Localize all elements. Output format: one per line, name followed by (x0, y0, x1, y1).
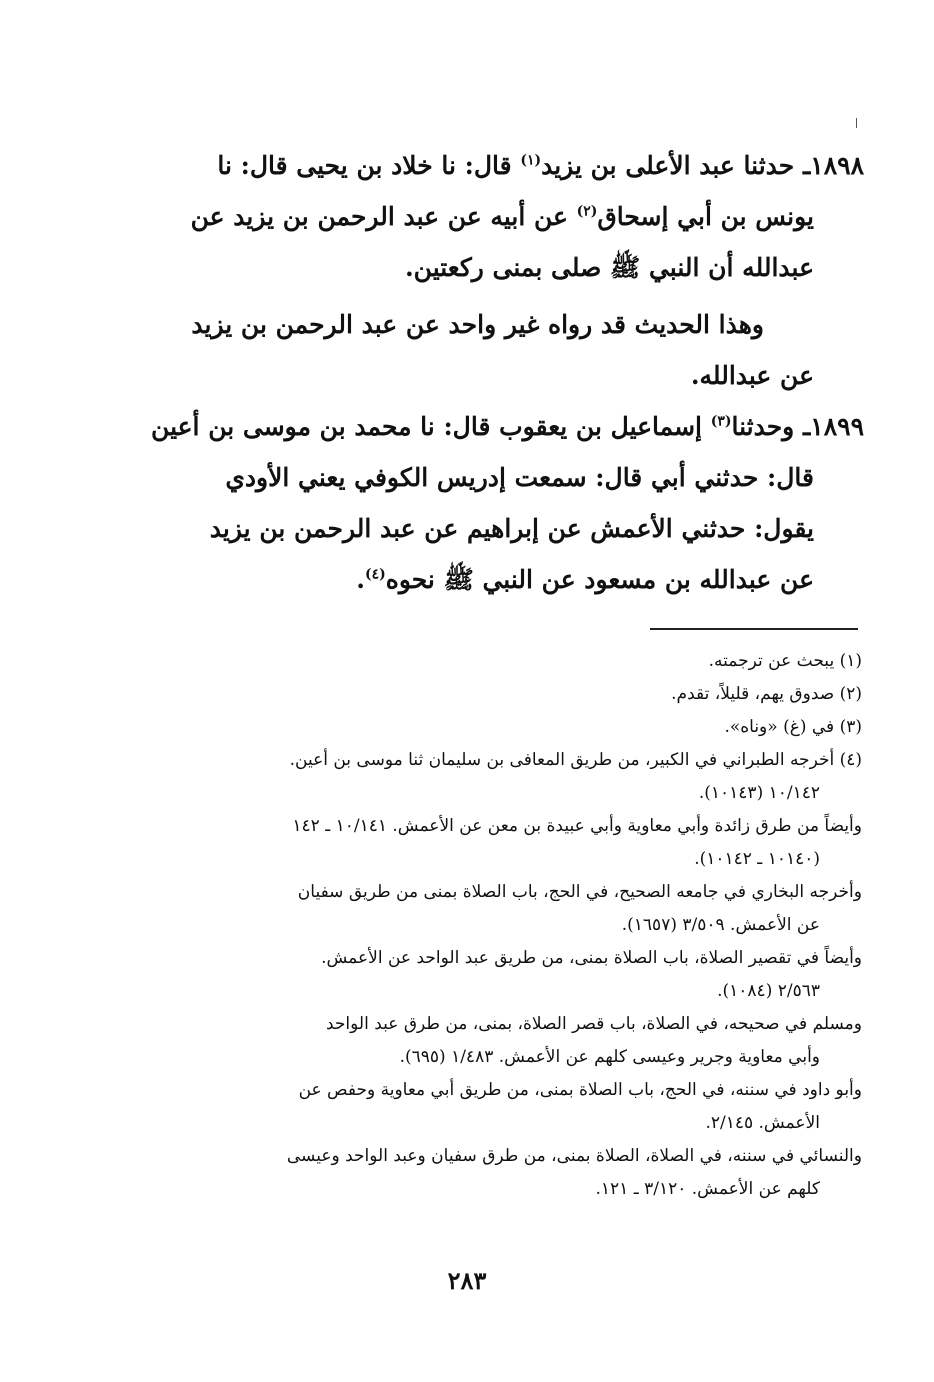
hadith-1898-line-3: عبدالله أن النبي ﷺ صلى بمنى ركعتين. (404, 253, 814, 282)
hadith-number: ١٨٩٨ (810, 151, 864, 180)
footnote-3: (٣) في (غ) «وناه». (724, 717, 862, 737)
footnotes (152, 645, 862, 1206)
commentary (144, 299, 864, 401)
hadith-1898-line-1: ١٨٩٨ـ حدثنا عبد الأعلى بن يزيد$^{(١)}$ قال: نا خلاد بن يحيى قال: نا (144, 140, 864, 191)
hadith-1898-line-2: يونس بن أبي إسحاق$^{(٢)}$ عن أبيه عن عبد الرحمن بن يزيد عن (190, 202, 814, 231)
page-number: ٢٨٣ (447, 1266, 487, 1295)
footnote-ref-4[interactable]: (٤) (364, 566, 386, 583)
footnote-ref-2[interactable]: (٢) (576, 203, 598, 220)
hadith-1899-line-1: ١٨٩٩ـ وحدثنا$^{(٣)}$ إسماعيل بن يعقوب قال: نا محمد بن موسى بن أعين (144, 401, 864, 452)
hadith-1899-line-4: عن عبدالله بن مسعود عن النبي ﷺ نحوه$^{(٤)}$. (356, 565, 814, 594)
footnote-2: (٢) صدوق يهم، قليلاً، تقدم. (671, 684, 862, 704)
footnote-separator (650, 628, 858, 630)
hadith-1898 (144, 140, 864, 293)
hadith-1899-line-3: يقول: حدثني الأعمش عن إبراهيم عن عبد الرحمن بن يزيد (209, 514, 814, 543)
margin-mark (856, 118, 857, 128)
hadith-number: ١٨٩٩ (810, 412, 864, 441)
footnote-4: (٤) أخرجه الطبراني في الكبير، من طريق المعافى بن سليمان ثنا موسى بن أعين. ١٠/١٤٢ (١٠١٤٣). وأيضاً من طرق زائدة وأبي معاوية وأبي عبيدة بن معن عن الأعمش. ١٠/١٤١ ـ ١٤٢ (١٠١٤٠ ـ ١٠١٤٢). وأخرجه البخاري في جامعه الصحيح، في الحج، باب الصلاة بمنى من طريق سفيان عن الأعمش. ٣/٥٠٩ (١٦٥٧). وأيضاً في تقصير الصلاة، باب الصلاة بمنى، من طريق عبد الواحد عن الأعمش. ٢/٥٦٣ (١٠٨٤). ومسلم في صحيحه، في الصلاة، باب قصر الصلاة، بمنى، من طرق عبد الواحد وأبي معاوية وجرير وعيسى كلهم عن الأعمش. ١/٤٨٣ (٦٩٥). وأبو داود في سننه، في الحج، باب الصلاة بمنى، من طريق أبي معاوية وحفص عن الأعمش. ٢/١٤٥. والنسائي في سننه، في الصلاة، الصلاة بمنى، من طرق سفيان وعبد الواحد وعيسى كلهم عن الأعمش. ٣/١٢٠ ـ ١٢١. (286, 750, 862, 1199)
main-text (144, 140, 864, 611)
commentary-line-1: وهذا الحديث قد رواه غير واحد عن عبد الرحمن بن يزيد (191, 310, 764, 339)
commentary-line-2: عن عبدالله. (690, 361, 814, 390)
footnote-ref-1[interactable]: (١) (520, 152, 542, 169)
hadith-1899 (144, 401, 864, 605)
footnote-ref-3[interactable]: (٣) (710, 413, 732, 430)
footnote-1: (١) يبحث عن ترجمته. (708, 651, 862, 671)
hadith-1899-line-2: قال: حدثني أبي قال: سمعت إدريس الكوفي يعني الأودي (225, 463, 814, 492)
